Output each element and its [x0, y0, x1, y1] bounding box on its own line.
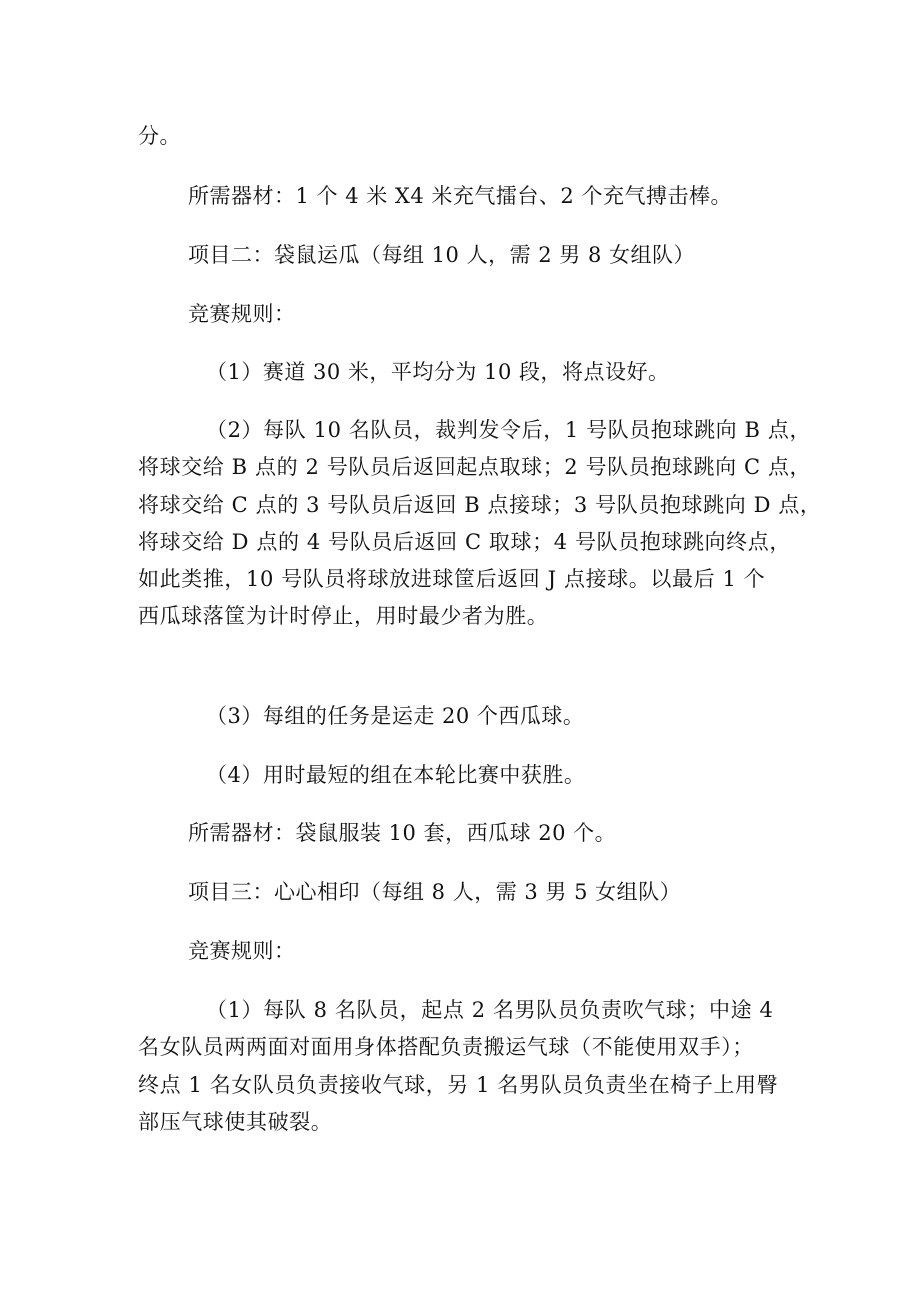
rule-item: （4）用时最短的组在本轮比赛中获胜。 — [206, 763, 586, 787]
paragraph-line: 如此类推，10 号队员将球放进球筐后返回 J 点接球。以最后 1 个 — [138, 567, 766, 592]
rule-item: （1）赛道 30 米，平均分为 10 段，将点设好。 — [206, 360, 670, 384]
rule-paragraph — [138, 412, 822, 636]
paragraph-line: 名女队员两两面对面用身体搭配负责搬运气球（不能使用双手）； — [138, 1035, 754, 1060]
paragraph-line: （1）每队 8 名队员，起点 2 名男队员负责吹气球；中途 4 — [206, 998, 774, 1022]
equipment-line: 所需器材：袋鼠服装 10 套，西瓜球 20 个。 — [188, 821, 617, 845]
paragraph-line: 终点 1 名女队员负责接收气球，另 1 名男队员负责坐在椅子上用臀 — [138, 1072, 779, 1097]
section-heading: 项目二：袋鼠运瓜（每组 10 人，需 2 男 8 女组队） — [188, 243, 695, 267]
paragraph-line: 西瓜球落筐为计时停止，用时最少者为胜。 — [138, 604, 549, 629]
paragraph-line: 部压气球使其破裂。 — [138, 1109, 333, 1134]
text-line: 分。 — [138, 124, 181, 148]
rules-heading: 竞赛规则： — [188, 939, 296, 963]
rule-paragraph — [138, 992, 822, 1141]
paragraph-line: 将球交给 D 点的 4 号队员后返回 C 取球；4 号队员抱球跳向终点， — [138, 529, 791, 554]
rules-heading: 竞赛规则： — [188, 302, 296, 326]
rule-item: （3）每组的任务是运走 20 个西瓜球。 — [206, 704, 585, 728]
equipment-line: 所需器材：1 个 4 米 X4 米充气擂台、2 个充气搏击棒。 — [188, 184, 732, 208]
paragraph-line: （2）每队 10 名队员，裁判发令后，1 号队员抱球跳向 B 点， — [206, 418, 812, 442]
paragraph-line: 将球交给 C 点的 3 号队员后返回 B 点接球；3 号队员抱球跳向 D 点， — [138, 492, 822, 517]
paragraph-line: 将球交给 B 点的 2 号队员后返回起点取球；2 号队员抱球跳向 C 点， — [138, 455, 812, 480]
section-heading: 项目三：心心相印（每组 8 人，需 3 男 5 女组队） — [188, 880, 682, 904]
